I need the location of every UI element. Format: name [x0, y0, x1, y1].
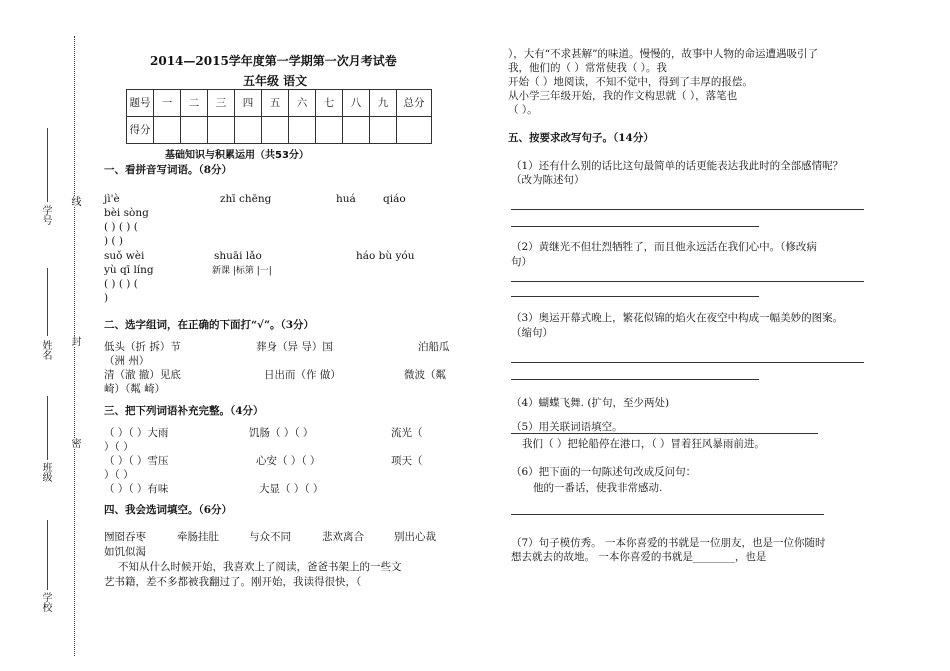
score-cell: 总分 [397, 90, 432, 117]
q1-title: 一、看拼音写词语。（8分） [104, 164, 233, 176]
q5-sentence: （改为陈述句） [511, 174, 585, 186]
q2-item[interactable]: 葬身（异 导）国 [256, 341, 333, 353]
q3-item[interactable]: ）（ ） [104, 441, 134, 453]
q3-item[interactable]: （ ）（ ）雪压 [104, 455, 169, 467]
q4-word-option: 别出心裁 [394, 531, 436, 543]
school-line [47, 520, 48, 590]
part-header: 基础知识与积累运用（共53分） [165, 150, 309, 161]
q1-pinyin: jì'è [104, 193, 120, 205]
q5-sentence: （2）黄继光不但壮烈牺牲了，而且他永远活在我们心中。（修改病 [511, 241, 817, 253]
q1-answer-blanks[interactable]: ( ) ( ) ( [104, 221, 138, 233]
q4-word-option: 如饥似渴 [104, 546, 146, 558]
score-cell: 八 [343, 90, 370, 117]
q1-pinyin: yù qī líng [104, 264, 154, 276]
answer-line[interactable] [511, 281, 864, 282]
q2-item[interactable]: 泊船瓜 [418, 341, 450, 353]
school-label: 学校 [40, 592, 51, 612]
q4-word-option: 与众不同 [249, 531, 291, 543]
q1-answer-blanks[interactable]: ( ) ( ) ( [104, 278, 138, 290]
q2-item[interactable]: （洲 州） [104, 355, 150, 367]
q4-passage-line[interactable]: 我，他们的（ ）常常使我（ ）。我 [508, 62, 667, 74]
q1-pinyin: qiáo [383, 193, 406, 205]
score-table-score-row [127, 117, 432, 144]
q1-answer-blanks[interactable]: ) [104, 292, 109, 304]
score-cell: 九 [370, 90, 397, 117]
q2-item[interactable]: 日出而（作 做） [264, 369, 341, 381]
q2-item[interactable]: 低头（折 拆）节 [104, 341, 181, 353]
q4-passage-line[interactable]: 从小学三年级开始，我的作文构思就（ ），落笔也 [508, 90, 738, 102]
score-cell: 二 [181, 90, 208, 117]
q5-sentence: （1）还有什么别的话比这句最简单的话更能表达我此时的全部感情呢？ [511, 160, 844, 172]
watermark-text: 新课 |标第 |一| [212, 266, 272, 276]
exam-subtitle: 五年级 语文 [243, 74, 308, 88]
student-number-line [47, 128, 48, 202]
answer-line[interactable] [511, 514, 824, 515]
q4-passage-line: 不知从什么时候开始，我喜欢上了阅读，爸爸书架上的一些文 [118, 561, 402, 573]
q4-word-option: 悲欢离合 [322, 531, 364, 543]
q3-item[interactable]: 流光（ [391, 427, 423, 439]
answer-line[interactable] [511, 433, 818, 434]
q3-item[interactable]: （ ）（ ）有味 [104, 483, 169, 495]
q2-title: 二、选字组词，在正确的下面打“√”。（3分） [104, 319, 315, 331]
q3-item[interactable]: 饥肠（ ）（ ） [249, 427, 314, 439]
q3-item[interactable]: （ ）（ ）大雨 [104, 427, 169, 439]
score-table [126, 89, 432, 144]
seal-mark-seal: 封 [69, 336, 80, 346]
q4-word-option: 囫囵吞枣 [104, 531, 146, 543]
score-input-cell[interactable] [370, 117, 397, 144]
q5-sentence: 他的一番话，使我非常感动. [533, 482, 663, 494]
q1-pinyin: bèi sòng [104, 207, 149, 219]
q5-sentence: （4）蝴蝶飞舞. (扩句，至少两处) [511, 397, 670, 409]
score-input-cell[interactable] [397, 117, 432, 144]
score-cell: 三 [208, 90, 235, 117]
seal-mark-secret: 密 [69, 438, 80, 448]
q3-item[interactable]: ）（ ） [104, 469, 134, 481]
q3-item[interactable]: 项天（ [391, 455, 423, 467]
name-label: 姓名 [40, 340, 51, 360]
q5-title: 五、按要求改写句子。（14分） [508, 132, 654, 144]
q5-sentence[interactable]: 想去就去的故地。 一本你喜爱的书就是________，也是 [511, 551, 767, 563]
q2-item[interactable]: 微波（粼 [404, 369, 446, 381]
q2-item[interactable]: 崎）（粼 崎） [104, 383, 166, 395]
answer-line[interactable] [511, 296, 759, 297]
q1-answer-blanks[interactable]: ) ( ) [104, 235, 123, 247]
q1-pinyin: shuāi lǎo [214, 250, 262, 262]
q1-pinyin: huá [336, 193, 356, 205]
binding-dotted-line [74, 36, 75, 656]
score-cell: 五 [262, 90, 289, 117]
score-cell: 六 [289, 90, 316, 117]
score-cell: 得分 [127, 117, 154, 144]
q5-sentence: （5）用关联词语填空。 [511, 421, 623, 433]
q1-pinyin: suǒ wèi [104, 250, 145, 262]
score-input-cell[interactable] [343, 117, 370, 144]
score-cell: 题号 [127, 90, 154, 117]
q4-passage-line[interactable]: 开始（ ）地阅读，不知不觉中，得到了丰厚的报偿。 [508, 76, 753, 88]
q4-title: 四、我会选词填空。（6分） [104, 504, 233, 516]
exam-title: 2014—2015学年度第一学期第一次月考试卷 [150, 54, 397, 68]
score-input-cell[interactable] [208, 117, 235, 144]
score-cell: 七 [316, 90, 343, 117]
answer-line[interactable] [511, 379, 759, 380]
score-input-cell[interactable] [181, 117, 208, 144]
score-input-cell[interactable] [316, 117, 343, 144]
q5-sentence[interactable]: 我们（ ）把轮船停在港口，（ ）冒着狂风暴雨前进。 [522, 438, 765, 450]
q1-pinyin: zhī chēng [220, 193, 272, 205]
q4-passage-line: ），大有“不求甚解”的味道。慢慢的，故事中人物的命运遭遇吸引了 [508, 48, 818, 60]
score-input-cell[interactable] [289, 117, 316, 144]
q4-word-option: 牵肠挂肚 [177, 531, 219, 543]
q4-passage-line[interactable]: （ ）。 [508, 104, 538, 116]
q4-passage-line: 艺书籍，差不多都被我翻过了。刚开始，我读得很快，（ [104, 576, 362, 588]
q3-title: 三、把下列词语补充完整。（4分） [104, 405, 264, 417]
q5-sentence: （7）句子模仿秀。 一本你喜爱的书就是一位朋友，也是一位你随时 [511, 537, 826, 549]
q5-sentence: （6）把下面的一句陈述句改成反问句： [511, 466, 697, 478]
score-input-cell[interactable] [154, 117, 181, 144]
q3-item[interactable]: 心安（ ）（ ） [256, 455, 321, 467]
score-input-cell[interactable] [235, 117, 262, 144]
name-line [47, 268, 48, 336]
score-cell: 一 [154, 90, 181, 117]
class-label: 班级 [40, 462, 51, 482]
q2-item[interactable]: 清（澈 撤）见底 [104, 369, 181, 381]
score-cell: 四 [235, 90, 262, 117]
answer-line[interactable] [511, 209, 864, 210]
q5-sentence: 句） [511, 256, 532, 268]
student-number-label: 学号 [40, 205, 51, 225]
answer-line[interactable] [511, 226, 759, 227]
answer-line[interactable] [511, 362, 864, 363]
class-line [47, 396, 48, 460]
score-table-header-row [127, 90, 432, 117]
q3-item[interactable]: 大显（ ）（ ） [259, 483, 324, 495]
seal-mark-line: 线 [69, 196, 80, 206]
score-input-cell[interactable] [262, 117, 289, 144]
q1-pinyin: háo bù yóu [356, 250, 415, 262]
q5-sentence: （缩句） [511, 327, 553, 339]
q5-sentence: （3）奥运开幕式晚上，繁花似锦的焰火在夜空中构成一幅美妙的图案。 [511, 312, 844, 324]
